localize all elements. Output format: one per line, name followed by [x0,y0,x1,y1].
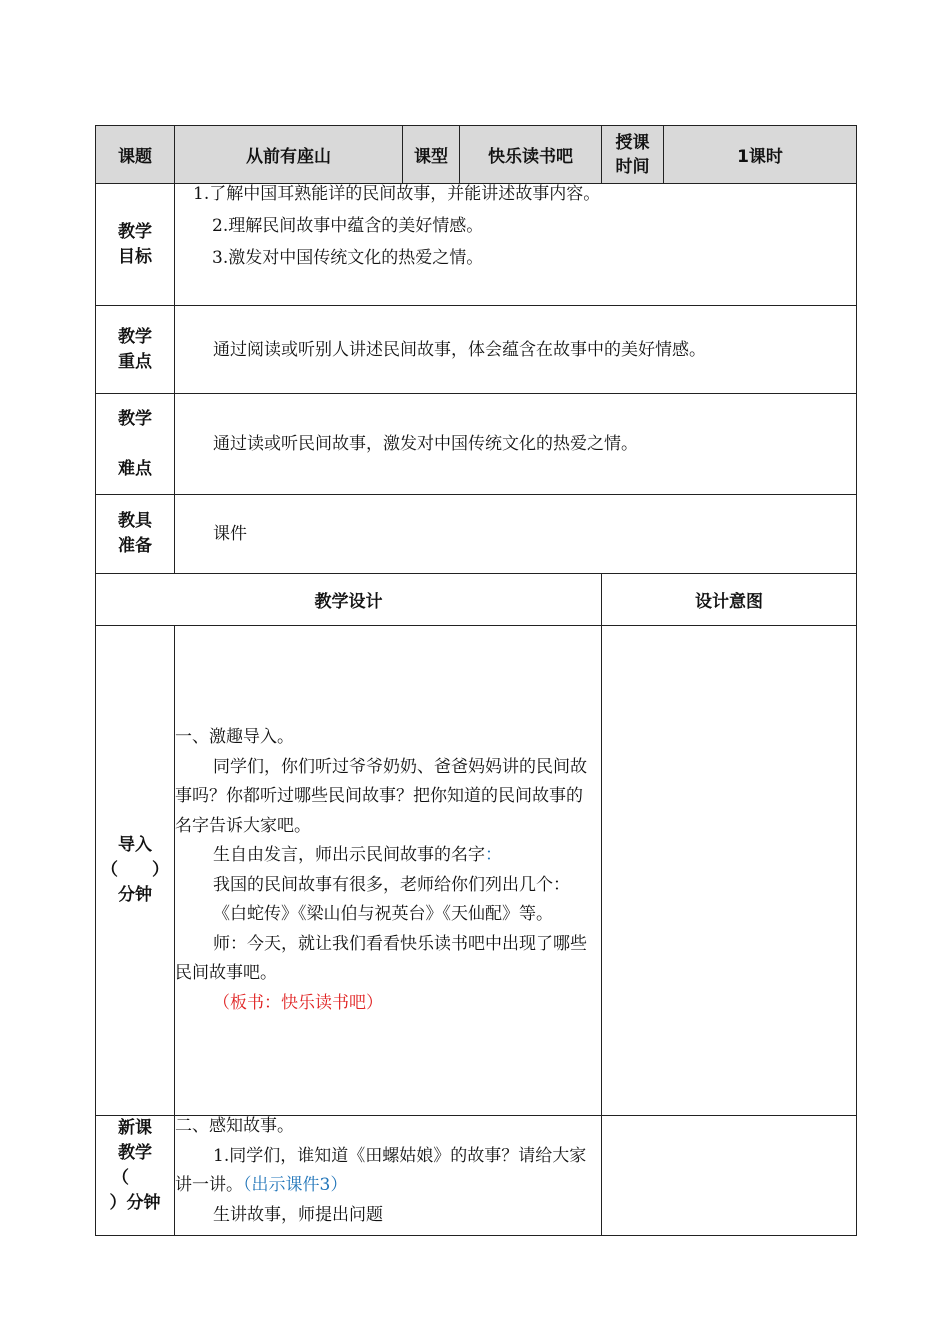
objective-item: 3.激发对中国传统文化的热爱之情。 [212,248,484,268]
key-points-label-line-1: 教学 [118,326,152,347]
objectives-row [96,184,857,306]
time-value: 1课时 [664,126,857,184]
materials-label-line-1: 教具 [118,511,152,531]
objective-item: 2.理解民间故事中蕴含的美好情感。 [212,216,484,236]
new-lesson-paragraph [175,1142,599,1201]
board-note: （板书：快乐读书吧） [213,992,383,1013]
time-label [602,126,664,184]
intent-header: 设计意图 [602,574,857,626]
key-points-text: 通过阅读或听别人讲述民间故事，体会蕴含在故事中的美好情感。 [213,339,706,360]
topic-value: 从前有座山 [175,126,403,184]
lesson-plan-table [95,125,857,1236]
key-points-label-line-2: 重点 [118,351,152,372]
intro-content [175,626,602,1116]
intro-paragraph: 我国的民间故事有很多，老师给你们列出几个： [213,874,570,895]
intro-heading: 一、激趣导入。 [175,727,294,747]
new-lesson-label [96,1116,175,1236]
materials-row [96,495,857,574]
new-lesson-label-line-3: （ [112,1168,129,1188]
new-lesson-label-line-1: 新课 [118,1118,152,1138]
header-row [96,126,857,184]
new-lesson-label-line-4: ）分钟 [109,1193,161,1213]
new-lesson-content [175,1116,602,1236]
type-label: 课型 [403,126,460,184]
courseware-note: （出示课件3） [243,1175,348,1195]
intro-row [96,626,857,1116]
new-lesson-row [96,1116,857,1236]
intro-label-line-1: 导入 [118,835,152,855]
intro-paragraph [175,841,599,871]
materials-text: 课件 [213,524,247,544]
new-lesson-intent [602,1116,857,1236]
type-value: 快乐读书吧 [460,126,602,184]
intro-label [96,626,175,1116]
difficulties-label-line-2: 难点 [118,459,152,479]
new-lesson-label-line-2: 教学 [118,1143,152,1163]
materials-label-line-2: 准备 [118,536,152,556]
intro-colon: ： [485,845,502,865]
objective-item: 1.了解中国耳熟能详的民间故事，并能讲述故事内容。 [193,184,601,204]
difficulties-label [96,394,175,495]
objectives-content [175,184,857,306]
key-points-content [175,306,857,394]
objectives-label [96,184,175,306]
intro-label-line-3: 分钟 [118,885,152,905]
design-header-row [96,574,857,626]
time-label-line-1: 授课 [615,132,650,153]
intro-paragraph-text: 生自由发言，师出示民间故事的名字 [213,845,485,865]
intro-paragraph: 同学们，你们听过爷爷奶奶、爸爸妈妈讲的民间故事吗？你都听过哪些民间故事？把你知道的民间故事的名字告诉大家吧。 [175,756,587,836]
difficulties-content [175,394,857,495]
topic-label: 课题 [96,126,175,184]
key-points-row [96,306,857,394]
materials-content [175,495,857,574]
objectives-label-line-2: 目标 [118,246,152,267]
intro-paragraph: 师：今天，就让我们看看快乐读书吧中出现了哪些民间故事吧。 [175,933,587,983]
new-lesson-paragraph: 生讲故事，师提出问题 [213,1204,383,1225]
difficulties-label-line-1: 教学 [118,409,152,429]
new-lesson-heading: 二、感知故事。 [175,1116,294,1136]
difficulties-text: 通过读或听民间故事，激发对中国传统文化的热爱之情。 [213,434,638,454]
intro-label-line-2: （ ） [101,860,169,880]
difficulties-row [96,394,857,495]
objectives-label-line-1: 教学 [118,221,152,242]
design-header: 教学设计 [96,574,602,626]
intro-paragraph: 《白蛇传》《梁山伯与祝英台》《天仙配》等。 [213,904,553,924]
time-label-line-2: 时间 [615,156,650,177]
intro-intent [602,626,857,1116]
materials-label [96,495,175,574]
new-lesson-paragraph-text: 1.同学们，谁知道《田螺姑娘》的故事？请给大家讲一讲。 [175,1145,587,1195]
key-points-label [96,306,175,394]
